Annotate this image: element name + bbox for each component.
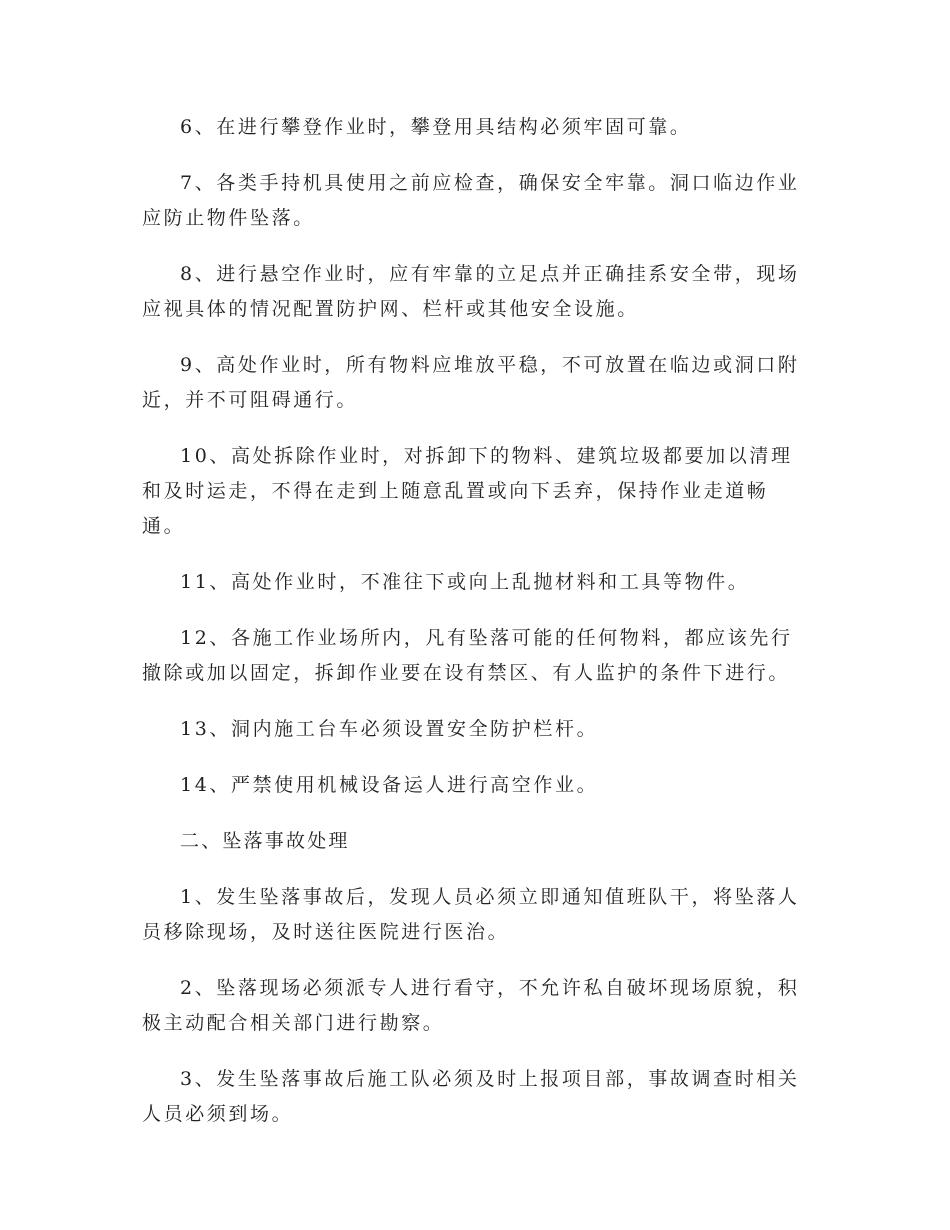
paragraph-item-6: 6、在进行攀登作业时，攀登用具结构必须牢固可靠。 <box>180 116 692 138</box>
paragraph-item-14: 14、严禁使用机械设备运人进行高空作业。 <box>180 774 599 796</box>
accident-step-3: 3、发生坠落事故后施工队必须及时上报项目部，事故调查时相关人员必须到场。 <box>142 1068 800 1125</box>
paragraph-item-12: 12、各施工作业场所内，凡有坠落可能的任何物料，都应该先行撤除或加以固定，拆卸作业要在设有禁区、有人监护的条件下进行。 <box>142 627 793 684</box>
paragraph-item-9: 9、高处作业时，所有物料应堆放平稳，不可放置在临边或洞口附近，并不可阻碍通行。 <box>142 354 800 411</box>
accident-step-1: 1、发生坠落事故后，发现人员必须立即通知值班队干，将坠落人员移除现场，及时送往医院进行医治。 <box>142 886 800 943</box>
paragraph-item-8: 8、进行悬空作业时，应有牢靠的立足点并正确挂系安全带，现场应视具体的情况配置防护网、栏杆或其他安全设施。 <box>142 263 800 320</box>
paragraph-item-13: 13、洞内施工台车必须设置安全防护栏杆。 <box>180 718 599 740</box>
accident-step-2: 2、坠落现场必须派专人进行看守，不允许私自破坏现场原貌，积极主动配合相关部门进行勘察。 <box>142 977 800 1034</box>
paragraph-item-11: 11、高处作业时，不准往下或向上乱抛材料和工具等物件。 <box>180 571 750 593</box>
section-heading: 二、坠落事故处理 <box>180 830 350 852</box>
document-body <box>142 110 810 1153</box>
paragraph-item-10: 10、高处拆除作业时，对拆卸下的物料、建筑垃圾都要加以清理和及时运走，不得在走到上随意乱置或向下丢弃，保持作业走道畅通。 <box>142 445 793 537</box>
paragraph-item-7: 7、各类手持机具使用之前应检查，确保安全牢靠。洞口临边作业应防止物件坠落。 <box>142 172 800 229</box>
